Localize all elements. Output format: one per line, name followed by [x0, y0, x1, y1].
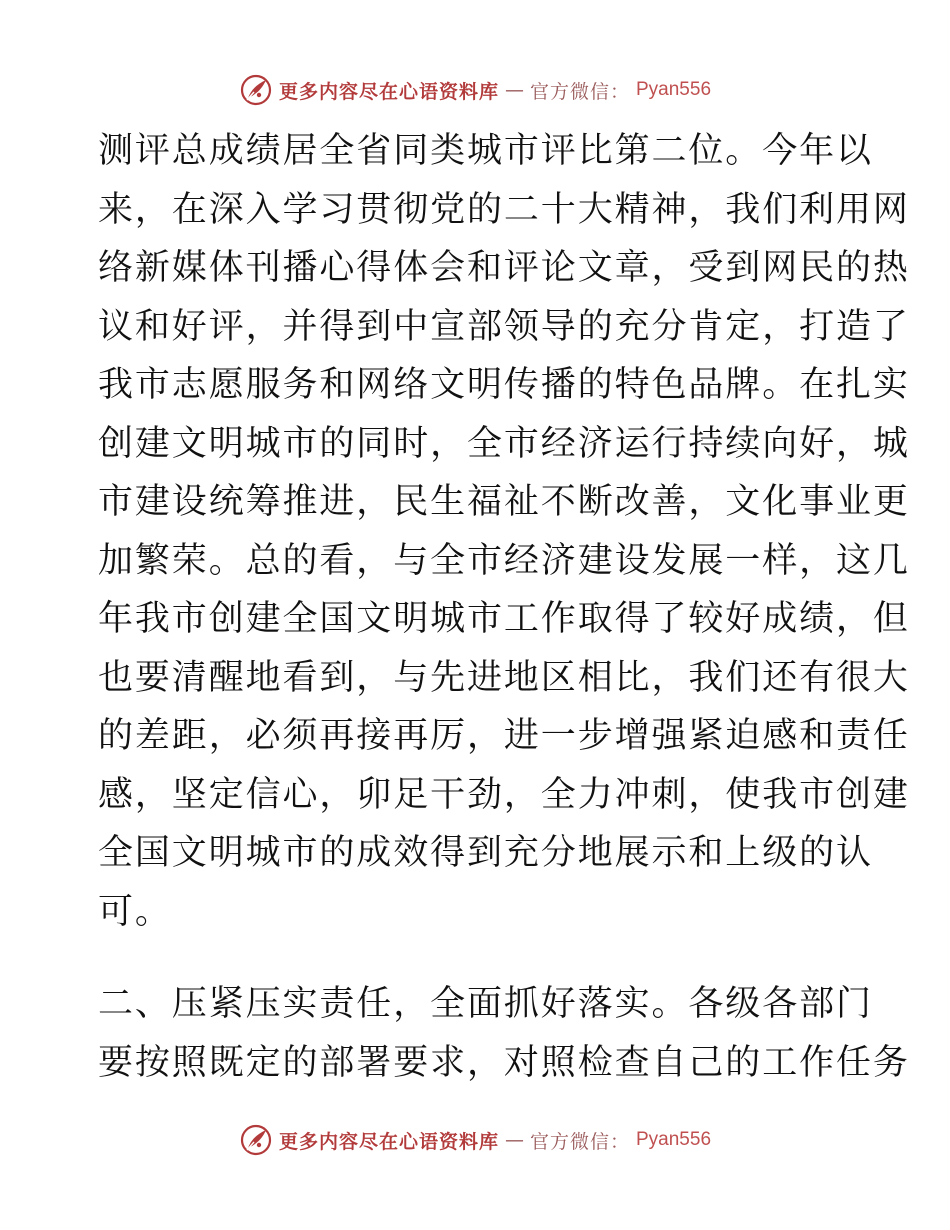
- section-heading-line: 二、压紧压实责任，全面抓好落实。各级各部门: [98, 984, 873, 1024]
- text-line: 市建设统筹推进，民生福祉不断改善，文化事业更: [98, 482, 910, 522]
- watermark-separator: —: [504, 79, 524, 101]
- text-line: 的差距，必须再接再厉，进一步增强紧迫感和责任: [98, 716, 910, 756]
- watermark-wechat-label: 官方微信：: [529, 1130, 630, 1153]
- feather-pen-logo-icon: [239, 1123, 273, 1157]
- text-line: 要按照既定的部署要求，对照检查自己的工作任务: [98, 1042, 910, 1083]
- watermark-brand-text: 更多内容尽在心语资料库: [278, 80, 499, 103]
- document-body: [98, 122, 910, 1092]
- text-line: 测评总成绩居全省同类城市评比第二位。今年以: [98, 131, 873, 171]
- text-line: 也要清醒地看到，与先进地区相比，我们还有很大: [98, 657, 910, 698]
- text-line: 议和好评，并得到中宣部领导的充分肯定，打造了: [98, 306, 910, 347]
- feather-pen-logo-icon: [239, 73, 273, 107]
- header-watermark: [0, 70, 950, 110]
- text-line: 感，坚定信心，卯足干劲，全力冲刺，使我市创建: [98, 774, 910, 815]
- text-line: 可。: [98, 891, 172, 932]
- text-line: 年我市创建全国文明城市工作取得了较好成绩，但: [98, 599, 910, 639]
- text-line: 络新媒体刊播心得体会和评论文章，受到网民的热: [98, 248, 910, 288]
- text-line: 全国文明城市的成效得到充分地展示和上级的认: [98, 833, 873, 873]
- text-line: 创建文明城市的同时，全市经济运行持续向好，城: [98, 423, 910, 464]
- watermark-wechat-id: Pyan556: [636, 1129, 712, 1150]
- text-line: 来，在深入学习贯彻党的二十大精神，我们利用网: [98, 189, 910, 230]
- footer-watermark: [0, 1120, 950, 1160]
- text-line: 我市志愿服务和网络文明传播的特色品牌。在扎实: [98, 365, 910, 405]
- watermark-separator: —: [504, 1129, 524, 1151]
- watermark-wechat-label: 官方微信：: [529, 80, 630, 103]
- paragraph-gap: [98, 941, 858, 975]
- watermark-wechat-id: Pyan556: [636, 79, 712, 100]
- text-line: 加繁荣。总的看，与全市经济建设发展一样，这几: [98, 540, 910, 581]
- watermark-brand-text: 更多内容尽在心语资料库: [278, 1130, 499, 1153]
